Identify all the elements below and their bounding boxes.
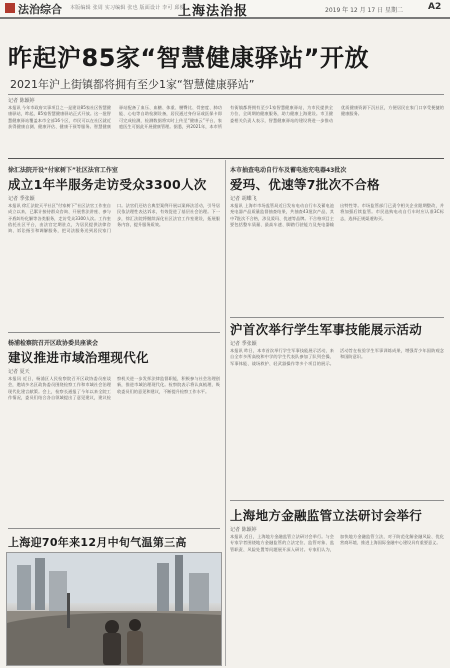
story3-title: 上海迎70年来12月中旬气温第三高 (8, 536, 187, 549)
story-divider (8, 332, 220, 333)
photo-illustration (7, 553, 221, 665)
story2-body: 本报讯 近日，杨浦区人民检察院召开区政协委员座谈会，邀请多名区政协委员围绕检察工作和市域社会治理现代化建言献策。会上，检察长通报了今年以来全院工作情况，委员们结合各自领域提出了意见建议，建议检察机关进一步发挥法律监督职能，积极参与社会治理创新，推进市域治理现代化。检察院表示将认真梳理、吸收委员们的意见和建议，不断提升检察工作水平。 (8, 376, 220, 400)
issue-date: 2019 年 12 月 17 日 星期二 (325, 7, 403, 14)
page-number: A2 (428, 2, 442, 12)
story6-byline: 记者 陈颖婷 (230, 527, 257, 533)
section-name: 法治综合 (18, 3, 62, 16)
lead-body: 本报讯 今年市政府实事项目之一是建设85家社区智慧健康驿站，昨起，85家智慧健康驿站正式开放。这一批智慧健康驿站覆盖本市全部16个区，市民可以在社区就近获得健康自测、健康评估、健康干预等服务。智慧健康驿站配备了血压、血糖、体重、腰臀比、骨密度、肺功能、心电等自助检测设备，居民通过身份证或医保卡即可完成检测，检测数据将实时上传至“健康云”平台，家庭医生可据此开展健康管理。据悉，到2021年，本市所有街镇都将拥有至少1家智慧健康驿站，为市民提供全方位、全周期的健康服务，助力健康上海建设。市卫健委相关负责人表示，智慧健康驿站的建设将进一步推动优质健康资源下沉社区，方便居民在家门口享受便捷的健康服务。 (8, 105, 444, 129)
story4-byline: 记者 胡蝶飞 (230, 196, 257, 202)
story1-title: 成立1年半服务走访受众3300人次 (8, 177, 207, 192)
section-marker-icon (5, 3, 15, 13)
story-divider (8, 528, 220, 529)
story2-title: 建议推进市域治理现代化 (8, 350, 149, 365)
column-divider (225, 160, 226, 666)
section-divider (8, 158, 444, 159)
story1-body: 本报讯 徐汇法院天平社区“付家树下”社区法官工作室自成立以来，已累计接待群众咨询、开展普法讲座、参与矛盾纠纷化解等各类服务，走访受众3300人次。工作室依托社区平台，由法官定期驻点，为居民提供法律咨询、诉讼指引和调解服务，把司法服务送到居民家门口。法官们还结合典型案例开展以案释法活动，引导居民依法理性表达诉求，有效促进了基层社会治理。下一步，徐汇法院将继续深化社区法官工作室建设，拓展服务内容，提升服务质效。 (8, 203, 220, 234)
story1-byline: 记者 季张颖 (8, 196, 35, 202)
story5-byline: 记者 季张颖 (230, 341, 257, 347)
lead-divider (8, 94, 444, 95)
masthead (0, 0, 450, 19)
story5-body: 本报讯 昨日，本市首次举行学生军事技能展示活动，来自全市多所高校和中学的学生代表队参加了队列会操、军事体能、战场救护、轻武器操作等多个项目的展示。活动旨在检验学生军事训练成果，增强青少年国防观念和国防意识。 (230, 348, 444, 366)
newspaper-logo: 上海法治报 (178, 4, 249, 19)
lead-byline: 记者 陈颖婷 (8, 98, 35, 104)
lead-headline: 昨起沪85家“智慧健康驿站”开放 (8, 44, 369, 72)
story2-kicker: 杨浦检察院召开区政协委员座谈会 (8, 340, 99, 347)
editor-credits: 本版编辑 张周 实习编辑 张也 版面设计 李可 邱俊 (70, 5, 185, 11)
story6-body: 本报讯 近日，上海地方金融监管立法研讨会举行。与会专家学者围绕地方金融监管的立法定位、监管对象、监管职责、风险处置等问题展开深入研讨。专家们认为，加快地方金融监管立法，对于防范化解金融风险、优化营商环境、推进上海国际金融中心建设具有重要意义。 (230, 534, 444, 552)
story1-kicker: 徐汇法院开设“付家树下”社区法官工作室 (8, 167, 118, 174)
story-divider (230, 317, 444, 318)
story-divider (230, 500, 444, 501)
story4-body: 本报讯 上海市市场监管局近日发布电动自行车及蓄电池充电器产品质量监督抽查结果，共抽查43批次产品，其中7批次不合格，涉及爱玛、优速等品牌。不合格项目主要包括整车质量、最高车速、脚踏行驶能力及充电器输出特性等。市场监管部门已责令相关企业限期整改，并将加强后续监管。市民选购电动自行车时应认准3C标志，选择正规渠道购买。 (230, 203, 444, 227)
story4-kicker: 本市抽查电动自行车及蓄电池充电器43批次 (230, 167, 347, 174)
story5-title: 沪首次举行学生军事技能展示活动 (230, 322, 423, 337)
lead-subheadline: 2021年沪上街镇都将拥有至少1家“智慧健康驿站” (10, 78, 255, 91)
story2-byline: 记者 夏天 (8, 369, 30, 375)
street-scene-photo (6, 552, 222, 666)
story6-title: 上海地方金融监管立法研讨会举行 (230, 508, 423, 523)
story4-title: 爱玛、优速等7批次不合格 (230, 177, 380, 192)
